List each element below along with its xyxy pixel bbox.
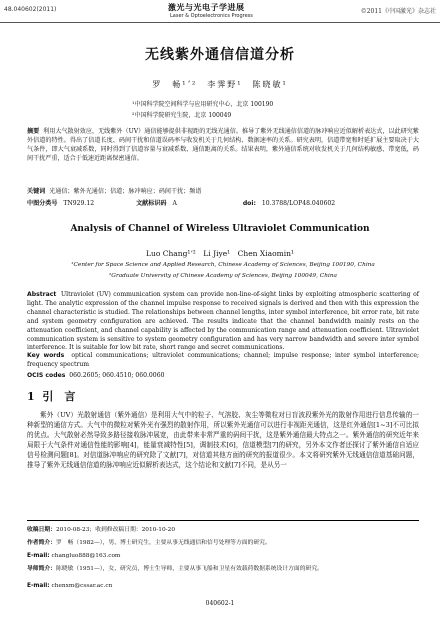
ocis-label: OCIS codes — [27, 372, 66, 379]
footnote-advisor-email — [27, 582, 419, 590]
footnote-text: 2010-08-23；收到修改稿日期：2010-10-20 — [56, 527, 176, 533]
affiliation-en-2: ²Graduate University of Chinese Academy of Sciences, Beijing 100049, China — [108, 273, 338, 279]
affiliation-en-1: ¹Center for Space Science and Applied Research, Chinese Academy of Sciences, Beijing 100190, China — [71, 262, 375, 268]
footnote-label: E-mail: — [27, 583, 50, 589]
doi-label: doi: — [242, 200, 256, 207]
section-number: 1 — [27, 390, 35, 403]
authors-en: Luo Chang¹ʼ² Li Jiye¹ Chen Xiaomin¹ — [146, 249, 294, 258]
paper-title-cn: 无线紫外通信信道分析 — [145, 47, 295, 63]
issue-code: 48.040602(2011) — [4, 6, 57, 13]
footnote-text: 罗 畅（1982—），男，博士研究生，主要从事无线通信和信号处理等方面的研究。 — [56, 540, 271, 546]
keywords-cn — [27, 188, 419, 197]
ocis-codes — [27, 372, 419, 381]
footnote-advisor — [27, 565, 419, 573]
authors-cn: 罗 畅¹ʼ² 李霁野¹ 陈晓敏¹ — [152, 80, 288, 89]
intro-paragraph: 紫外（UV）光散射通信（紫外通信）是利用大气中的粒子、气溶胶、灰尘等微粒对日盲波段紫外光的散射作用进行信息传输的一种新型的通信方式。大气中的微粒对紫外光有强烈的散射作用，所以紫外光通信可以进行非视距光通信，这是红外通信[1~3]不可比拟的优点。大气散射必然导致多路径接收脉冲展宽，由此带来非常严重的码间干扰，这是紫外通信最大特点之一。紫外通信的研究近年来局限于大气条件对通信性能的影响[4]，能量衰减特性[5]，调制技术[6]，信道模型[7]的研究，另外本文作者还探讨了紫外通信自适应信号检测问题[8]。对信道脉冲响应的研究除了文献[7]，对信道其他方面的研究的报道很少。本文将研究紫外无线通信信道基础问题，推导了紫外无线通信信道的脉冲响应近似解析表达式，这个结论和文献[7]不同，是从另一 — [27, 411, 419, 470]
footnote-divider — [27, 520, 419, 521]
keywords-cn-label: 关键词 — [27, 188, 46, 195]
clc-label: 中图分类号 — [27, 200, 58, 207]
journal-logo — [168, 2, 286, 20]
footnote-text: chenxm@cssar.ac.cn — [51, 583, 113, 589]
section-heading — [27, 388, 75, 404]
doc-code-label: 文献标识码 — [136, 200, 167, 207]
footnote-label: 作者简介： — [27, 540, 56, 546]
paper-title-en: Analysis of Channel of Wireless Ultraviolet Communication — [70, 224, 370, 234]
abstract-en-text: Ultraviolet (UV) communication system can provide non-line-of-sight links by exploiting atmospheric scattering of light. The analytic expression of the channel impulse response to received signals is derived and then with this expression the channel characteristic is studied. The relationships between channel lengths, inter symbol interference, bit error rate, bit rate and system geometry configuration are achieved. The results indicate that the channel bandwidth mainly rests on the attenuation coefficient, and channel capability is affected by the communication range and attenuation coefficient. Ultraviolet communication system is sensitive to system geometry configuration and has very narrow bandwidth and severe inter symbol interference. It is suitable for low bit rate, short range and secret communications. — [27, 291, 420, 352]
keywords-cn-text: 光通信；紫外光通信；信道；脉冲响应；码间干扰；频谱 — [49, 188, 202, 195]
ocis-value: 060.2605; 060.4510; 060.0060 — [69, 372, 165, 379]
footnote-label: 收稿日期： — [27, 527, 56, 533]
doc-code-value: A — [172, 200, 177, 207]
abstract-cn-label: 摘要 — [27, 128, 40, 135]
footnote-author-email — [27, 552, 419, 560]
abstract-cn — [27, 128, 419, 164]
keywords-en-label: Key words — [27, 352, 65, 359]
footnote-label: E-mail: — [27, 553, 50, 559]
abstract-cn-text: 利用大气散射效应，无线紫外（UV）通信能够提供非视距的无线光通信。推导了紫外无线通信信道的脉冲响应近似解析表达式，以此研究紫外信道的特性。得出了信道长度、码间干扰和信道误码率与收发机关于几何结构、数据速率的关系。研究表明，信道带宽和时延扩展主要取决于大气条件，即大气衰减系数，同时得到了信道容量与衰减系数、通信距离的关系。结果表明，紫外通信系统对收发机关于几何结构敏感、带宽低，码间干扰严重，适合于低速近距离保密通信。 — [27, 128, 420, 162]
section-title: 引 言 — [42, 390, 76, 403]
abstract-en-label: Abstract — [27, 291, 57, 298]
clc-value: TN929.12 — [63, 200, 95, 207]
footnote-received — [27, 526, 419, 534]
footnote-text: 陈晓敏（1951—），女，研究员，博士生导师，主要从事飞船和卫星有效载荷数据系统设计方面的研究。 — [56, 566, 323, 572]
footnote-author — [27, 539, 419, 547]
affiliation-cn-1: ¹中国科学院空间科学与应用研究中心，北京 100190 — [132, 101, 274, 108]
footnote-text: changluo888@163.com — [51, 553, 121, 559]
abstract-en — [27, 291, 419, 353]
journal-logo-en: Laser & Optoelectronics Progress — [170, 13, 253, 19]
header-divider — [0, 22, 440, 23]
classification-cn — [27, 200, 419, 209]
copyright: ©2011《中国激光》杂志社 — [360, 8, 436, 15]
keywords-en — [27, 352, 419, 370]
page-number: 040602-1 — [205, 600, 235, 607]
journal-logo-cn: 激光与光电子学进展 — [168, 3, 245, 12]
keywords-en-text: optical communications; ultraviolet communications; channel; impulse response; inter symbol interference; frequency spectrum — [27, 352, 419, 368]
doi-value: 10.3788/LOP48.040602 — [261, 200, 336, 207]
journal-header — [0, 0, 440, 24]
affiliation-cn-2: ²中国科学院研究生院，北京 100049 — [132, 112, 232, 119]
footnote-label: 导师简介： — [27, 566, 56, 572]
